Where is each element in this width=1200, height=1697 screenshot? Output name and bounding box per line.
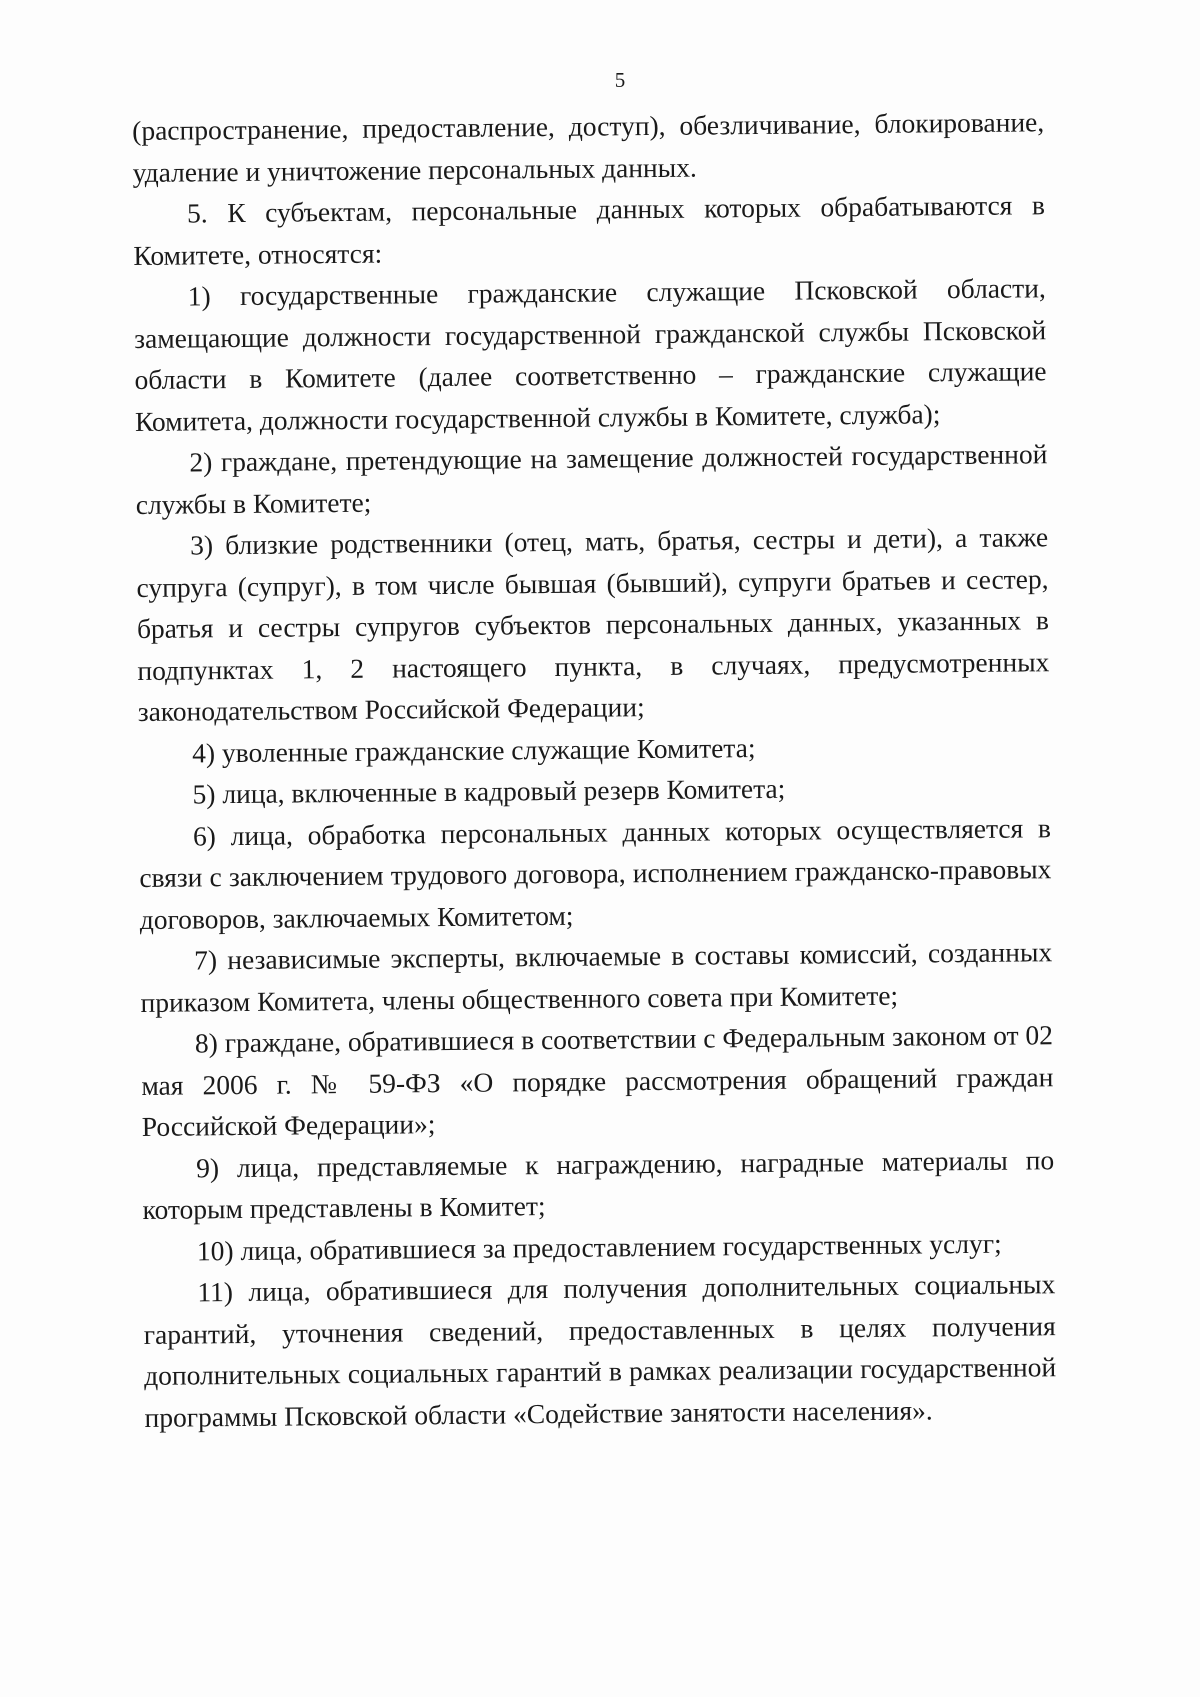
document-body [132,101,1057,1438]
list-item-4: 4) уволенные гражданские служащие Комитета; [192,731,756,768]
page-number: 5 [614,68,626,92]
list-item-10: 10) лица, обратившиеся за предоставлением государственных услуг; [196,1227,1002,1266]
list-item-8: 8) граждане, обратившиеся в соответствии с Федеральным законом от 02 мая 2006 г. № 59-ФЗ «О порядке рассмотрения обращений граждан Российской Федерации»; [141,1019,1054,1142]
list-item-9: 9) лица, представляемые к награждению, наградные материалы по которым представлены в Комитет; [142,1143,1055,1225]
paragraph-continuation: (распространение, предоставление, доступ), обезличивание, блокирование, удаление и уничтожение персональных данных. [132,106,1045,188]
list-item-7: 7) независимые эксперты, включаемые в составы комиссий, созданных приказом Комитета, члены общественного совета при Комитете; [140,936,1053,1018]
list-item-3: 3) близкие родственники (отец, мать, братья, сестры и дети), а также супруга (супруг), в том числе бывшая (бывший), супруги братьев и сестер, братья и сестры супругов субъектов персональных данных, указанных в подпунктах 1, 2 настоящего пункта, в случаях, предусмотренных законодательством Российской Федерации; [136,521,1050,727]
list-item-6: 6) лица, обработка персональных данных которых осуществляется в связи с заключением трудового договора, исполнением гражданско-правовых договоров, заключаемых Комитетом; [139,811,1052,935]
list-item-1: 1) государственные гражданские служащие Псковской области, замещающие должности государственной гражданской службы Псковской области в Комитете (далее соответственно – гражданские служащие Комитета, должности государственной службы в Комитете, служба); [134,272,1047,437]
list-item-5: 5) лица, включенные в кадровый резерв Комитета; [192,772,786,810]
list-item-11: 11) лица, обратившиеся для получения дополнительных социальных гарантий, уточнения сведений, предоставленных в целях получения дополнительных социальных гарантий в рамках реализации государственной программы Псковской области «Содействие занятости населения». [143,1268,1057,1433]
paragraph-item-5: 5. К субъектам, персональные данных которых обрабатываются в Комитете, относятся: [133,189,1046,271]
list-item-2: 2) граждане, претендующие на замещение должностей государственной службы в Комитете; [135,438,1048,520]
